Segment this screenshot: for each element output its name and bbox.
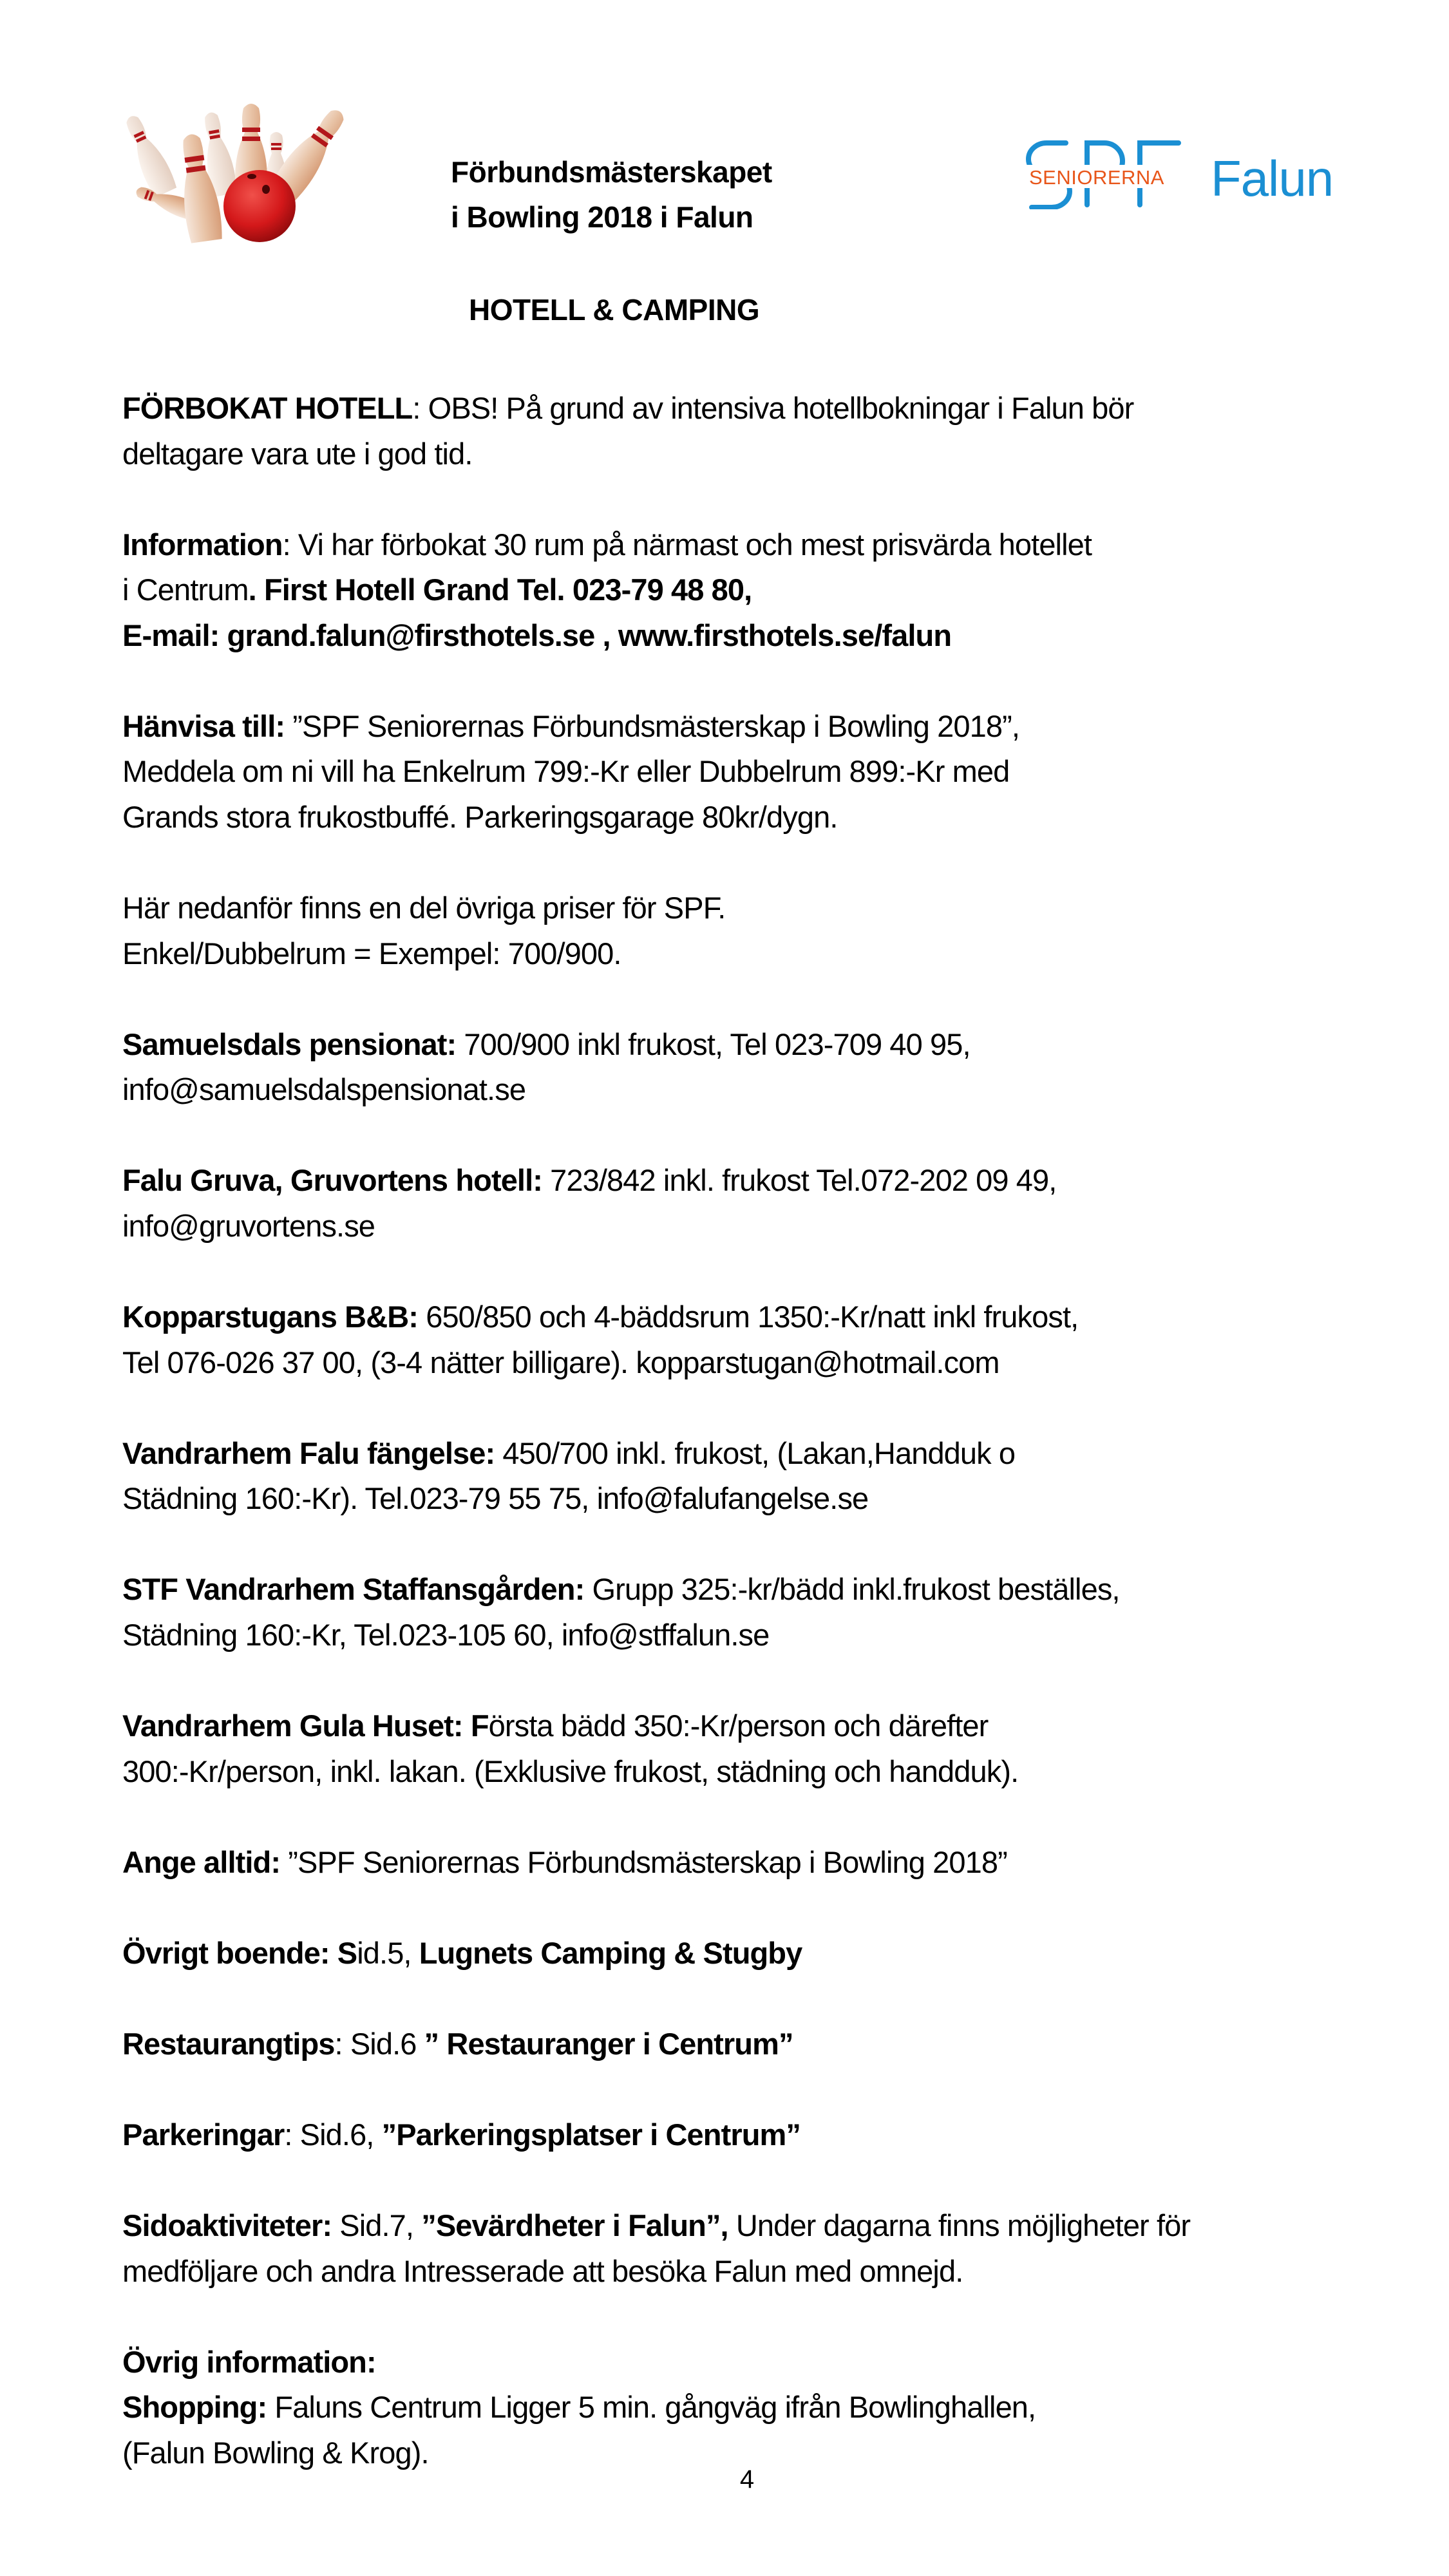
bold-text-run: ”Sevärdheter i Falun”, <box>421 2208 728 2242</box>
text-run: 650/850 och 4-bäddsrum 1350:-Kr/natt inkl frukost, <box>418 1300 1079 1334</box>
text-line <box>122 1708 988 1744</box>
text-line <box>122 890 725 926</box>
text-run: Under dagarna finns möjligheter för <box>728 2208 1191 2242</box>
text-line <box>122 2208 1190 2244</box>
bold-text-run: Sidoaktiviteter: <box>122 2208 332 2242</box>
text-line <box>122 1162 1056 1198</box>
text-run: ”SPF Seniorernas Förbundsmästerskap i Bowling 2018” <box>280 1844 1007 1879</box>
bold-text-run: Information <box>122 527 283 562</box>
text-line <box>122 1935 802 1971</box>
text-line <box>122 936 621 972</box>
bold-text-run: Övrig information: <box>122 2344 376 2379</box>
text-run: 450/700 inkl. frukost, (Lakan,Handduk o <box>495 1435 1016 1470</box>
text-run: deltagare vara ute i god tid. <box>122 436 473 471</box>
text-run: : OBS! På grund av intensiva hotellbokningar i Falun bör <box>412 391 1134 425</box>
text-line <box>122 1299 1078 1335</box>
bold-text-run: Shopping: <box>122 2390 267 2425</box>
bold-text-run: ”Parkeringsplatser i Centrum” <box>381 2117 801 2152</box>
text-line <box>122 1072 526 1108</box>
bold-text-run: Övrigt boende: S <box>122 1935 357 1970</box>
text-run: i Centrum <box>122 573 249 607</box>
text-line <box>122 2117 800 2153</box>
text-line <box>122 1571 1120 1607</box>
text-run: medföljare och andra Intresserade att besöka Falun med omnejd. <box>122 2253 963 2288</box>
text-run: 723/842 inkl. frukost Tel.072-202 09 49, <box>542 1163 1057 1198</box>
text-line <box>122 436 473 472</box>
text-line <box>122 1481 868 1517</box>
text-line <box>122 527 1092 563</box>
spf-seniorerna-text: SENIORERNA <box>1029 166 1164 189</box>
spf-city-text: Falun <box>1211 150 1334 207</box>
text-line <box>122 2344 376 2380</box>
bowling-pins-and-ball-icon <box>126 103 345 248</box>
bold-text-run: FÖRBOKAT HOTELL <box>122 391 413 425</box>
text-line <box>122 1345 999 1381</box>
bold-text-run: Falu Gruva, Gruvortens hotell: <box>122 1163 542 1198</box>
text-run: info@samuelsdalspensionat.se <box>122 1072 526 1107</box>
text-line <box>122 1754 1018 1790</box>
text-run: info@gruvortens.se <box>122 1208 375 1243</box>
text-line <box>122 708 1019 744</box>
text-run: Här nedanför finns en del övriga priser för SPF. <box>122 891 726 925</box>
text-line <box>122 2253 963 2289</box>
text-run: Sid.7, <box>332 2208 422 2242</box>
text-line <box>122 2389 1036 2425</box>
bold-text-run: Restaurangtips <box>122 2026 335 2061</box>
text-run: 300:-Kr/person, inkl. lakan. (Exklusive frukost, städning och handduk). <box>122 1754 1019 1788</box>
bold-text-run: ” Restauranger i Centrum” <box>424 2026 793 2061</box>
text-run: Städning 160:-Kr, Tel.023-105 60, info@stffalun.se <box>122 1617 770 1652</box>
text-run: : Sid.6, <box>284 2117 382 2152</box>
bold-text-run: Vandrarhem Falu fängelse: <box>122 1435 495 1470</box>
text-line <box>122 1027 971 1063</box>
text-run: Tel 076-026 37 00, (3-4 nätter billigare). kopparstugan@hotmail.com <box>122 1345 999 1379</box>
text-line <box>122 799 838 835</box>
text-run: : Vi har förbokat 30 rum på närmast och mest prisvärda hotellet <box>282 527 1092 562</box>
text-run: (Falun Bowling & Krog). <box>122 2435 429 2470</box>
text-run: 700/900 inkl frukost, Tel 023-709 40 95, <box>456 1027 971 1061</box>
bold-text-run: Lugnets Camping & Stugby <box>419 1935 802 1970</box>
bold-text-run: Parkeringar <box>122 2117 285 2152</box>
text-line <box>122 1208 375 1244</box>
text-run: Meddela om ni vill ha Enkelrum 799:-Kr eller Dubbelrum 899:-Kr med <box>122 754 1010 789</box>
text-line <box>122 390 1133 426</box>
text-line <box>122 618 951 654</box>
bold-text-run: Kopparstugans B&B: <box>122 1300 419 1334</box>
text-line <box>122 1617 769 1653</box>
text-run: id.5, <box>357 1935 419 1970</box>
bold-text-run: STF Vandrarhem Staffansgården: <box>122 1572 585 1607</box>
text-line <box>122 753 1009 790</box>
text-run: Grands stora frukostbuffé. Parkeringsgarage 80kr/dygn. <box>122 799 838 834</box>
bold-text-run: Hänvisa till: <box>122 708 285 743</box>
bold-text-run: Vandrarhem Gula Huset: F <box>122 1708 489 1743</box>
text-run: örsta bädd 350:-Kr/person och därefter <box>488 1708 989 1743</box>
text-run: Städning 160:-Kr). Tel.023-79 55 75, info@falufangelse.se <box>122 1481 869 1516</box>
text-run: : Sid.6 <box>334 2026 424 2061</box>
bold-text-run: Samuelsdals pensionat: <box>122 1027 457 1061</box>
document-title <box>451 149 772 240</box>
text-line <box>122 1844 1007 1880</box>
bold-text-run: Ange alltid: <box>122 1844 281 1879</box>
text-line <box>122 1435 1015 1472</box>
page-number: 4 <box>739 2465 755 2494</box>
spf-seniorerna-falun-logo <box>1018 135 1352 209</box>
text-run: ”SPF Seniorernas Förbundsmästerskap i Bowling 2018”, <box>285 708 1020 743</box>
text-line <box>122 572 752 608</box>
text-run: Faluns Centrum Ligger 5 min. gångväg ifrån Bowlinghallen, <box>267 2390 1036 2425</box>
text-line <box>122 2026 793 2062</box>
title-line-2: i Bowling 2018 i Falun <box>451 200 753 234</box>
bold-text-run: . First Hotell Grand Tel. 023-79 48 80, <box>248 573 752 607</box>
text-run: Grupp 325:-kr/bädd inkl.frukost beställes, <box>584 1572 1120 1607</box>
title-line-1: Förbundsmästerskapet <box>451 155 772 189</box>
section-title: HOTELL & CAMPING <box>469 293 760 327</box>
text-run: Enkel/Dubbelrum = Exempel: 700/900. <box>122 936 621 971</box>
bold-text-run: E-mail: grand.falun@firsthotels.se , www.firsthotels.se/falun <box>122 618 952 652</box>
